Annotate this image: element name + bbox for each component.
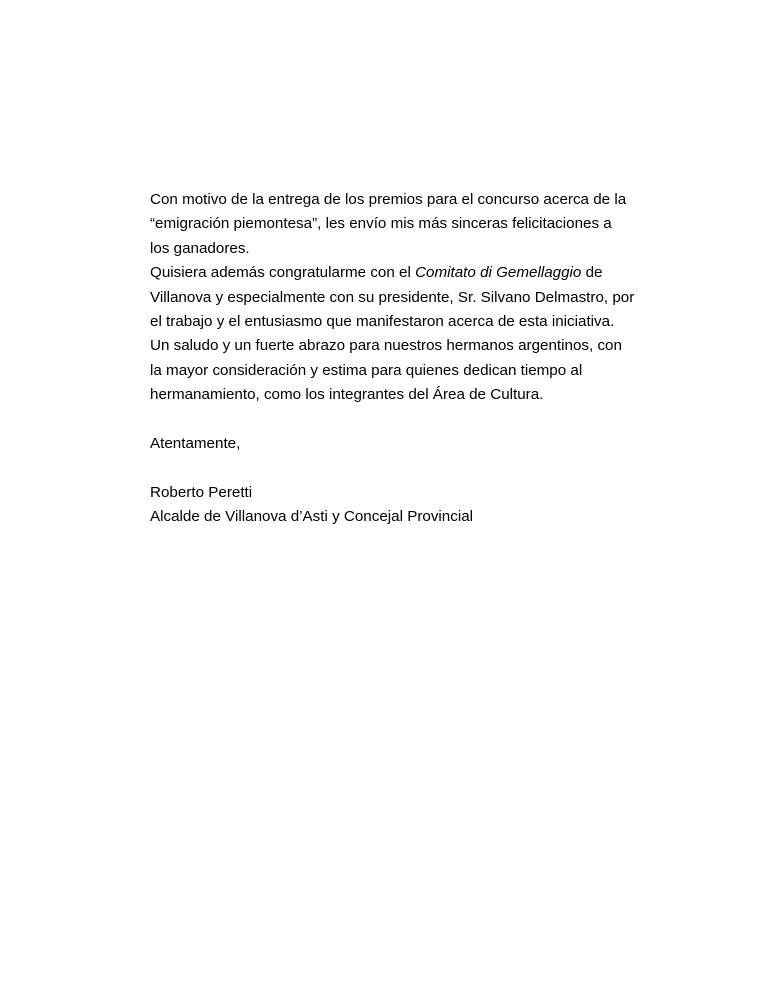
signature-title: Alcalde de Villanova d’Asti y Concejal Provincial — [150, 508, 474, 526]
closing: Atentamente, — [150, 434, 241, 452]
letter-body — [150, 188, 670, 529]
line-text: Quisiera además congratularme con el — [150, 264, 416, 282]
paragraph-line: los ganadores. — [150, 239, 250, 257]
paragraph-line: Villanova y especialmente con su presidente, Sr. Silvano Delmastro, por — [150, 288, 635, 306]
line-text: de — [581, 264, 603, 282]
committee-name: Comitato di Gemellaggio — [415, 264, 582, 282]
paragraph-line: hermanamiento, como los integrantes del Área de Cultura. — [150, 386, 544, 404]
blank-line — [150, 408, 670, 432]
paragraph-line: la mayor consideración y estima para quienes dedican tiempo al — [150, 361, 583, 379]
paragraph-line: el trabajo y el entusiasmo que manifestaron acerca de esta iniciativa. — [150, 312, 615, 330]
signature-name: Roberto Peretti — [150, 483, 253, 501]
blank-line — [150, 456, 670, 480]
paragraph-line: Un saludo y un fuerte abrazo para nuestros hermanos argentinos, con — [150, 337, 622, 355]
paragraph-line — [150, 261, 670, 285]
paragraph-line: “emigración piemontesa”, les envío mis más sinceras felicitaciones a — [150, 215, 612, 233]
paragraph-line: Con motivo de la entrega de los premios para el concurso acerca de la — [150, 191, 627, 208]
